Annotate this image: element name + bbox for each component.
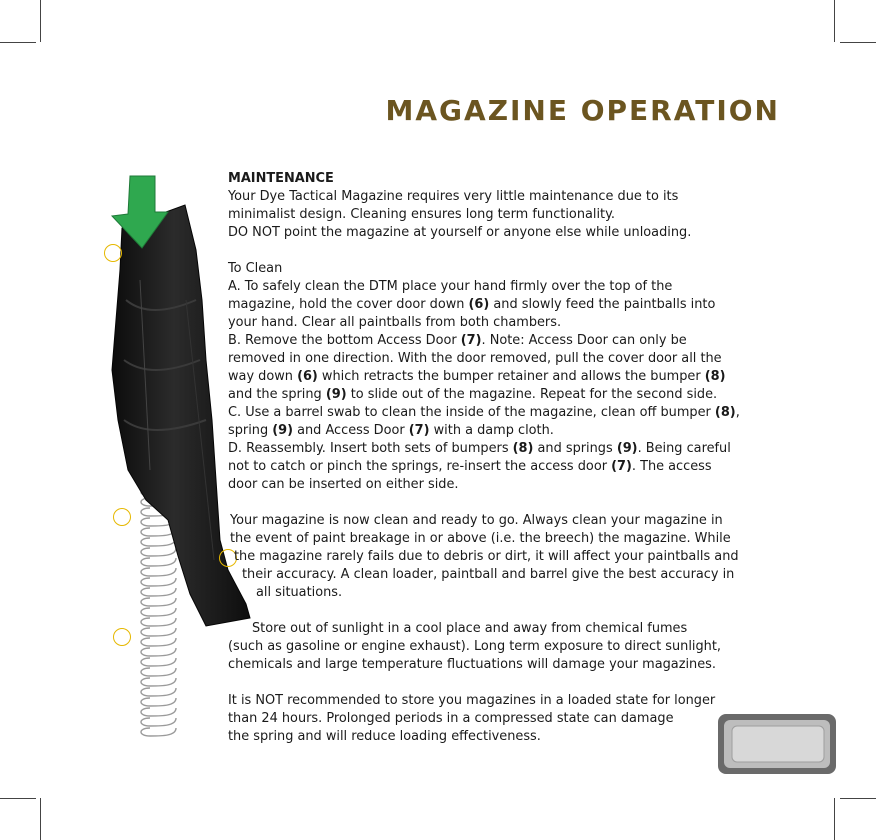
maintenance-line: Your Dye Tactical Magazine requires very little maintenance due to its bbox=[228, 189, 679, 204]
clean-note-line: their accuracy. A clean loader, paintball and barrel give the best accuracy in bbox=[242, 567, 735, 582]
page-title: MAGAZINE OPERATION bbox=[385, 94, 780, 127]
warning-line: than 24 hours. Prolonged periods in a compressed state can damage bbox=[228, 711, 674, 726]
callout-marker bbox=[113, 508, 131, 526]
clean-note-line: Your magazine is now clean and ready to go. Always clean your magazine in bbox=[230, 513, 723, 528]
body-text bbox=[228, 170, 788, 746]
step-d-line: door can be inserted on either side. bbox=[228, 477, 459, 492]
clean-note-line: the event of paint breakage in or above (i.e. the breech) the magazine. While bbox=[230, 531, 731, 546]
to-clean-heading: To Clean bbox=[228, 261, 283, 276]
maintenance-heading: MAINTENANCE bbox=[228, 171, 334, 186]
maintenance-line: DO NOT point the magazine at yourself or anyone else while unloading. bbox=[228, 225, 692, 240]
step-c-line: C. Use a barrel swab to clean the inside of the magazine, clean off bumper (8), bbox=[228, 405, 740, 420]
step-a-line: magazine, hold the cover door down (6) and slowly feed the paintballs into bbox=[228, 297, 716, 312]
step-c-line: spring (9) and Access Door (7) with a damp cloth. bbox=[228, 423, 554, 438]
step-b-line: B. Remove the bottom Access Door (7). Note: Access Door can only be bbox=[228, 333, 687, 348]
callout-marker bbox=[104, 244, 122, 262]
step-b-line: and the spring (9) to slide out of the magazine. Repeat for the second side. bbox=[228, 387, 718, 402]
clean-note-line: all situations. bbox=[256, 585, 343, 600]
step-a-line: your hand. Clear all paintballs from both chambers. bbox=[228, 315, 562, 330]
callout-marker bbox=[113, 628, 131, 646]
maintenance-line: minimalist design. Cleaning ensures long term functionality. bbox=[228, 207, 615, 222]
step-d-line: D. Reassembly. Insert both sets of bumpers (8) and springs (9). Being careful bbox=[228, 441, 731, 456]
step-d-line: not to catch or pinch the springs, re-insert the access door (7). The access bbox=[228, 459, 712, 474]
step-b-line: removed in one direction. With the door removed, pull the cover door all the bbox=[228, 351, 722, 366]
storage-line: (such as gasoline or engine exhaust). Long term exposure to direct sunlight, bbox=[228, 639, 721, 654]
clean-note-line: the magazine rarely fails due to debris or dirt, it will affect your paintballs and bbox=[234, 549, 739, 564]
step-a-line: A. To safely clean the DTM place your hand firmly over the top of the bbox=[228, 279, 673, 294]
step-b-line: way down (6) which retracts the bumper retainer and allows the bumper (8) bbox=[228, 369, 726, 384]
storage-line: Store out of sunlight in a cool place and away from chemical fumes bbox=[252, 621, 688, 636]
storage-line: chemicals and large temperature fluctuations will damage your magazines. bbox=[228, 657, 716, 672]
warning-line: the spring and will reduce loading effectiveness. bbox=[228, 729, 541, 744]
warning-line: It is NOT recommended to store you magazines in a loaded state for longer bbox=[228, 693, 716, 708]
